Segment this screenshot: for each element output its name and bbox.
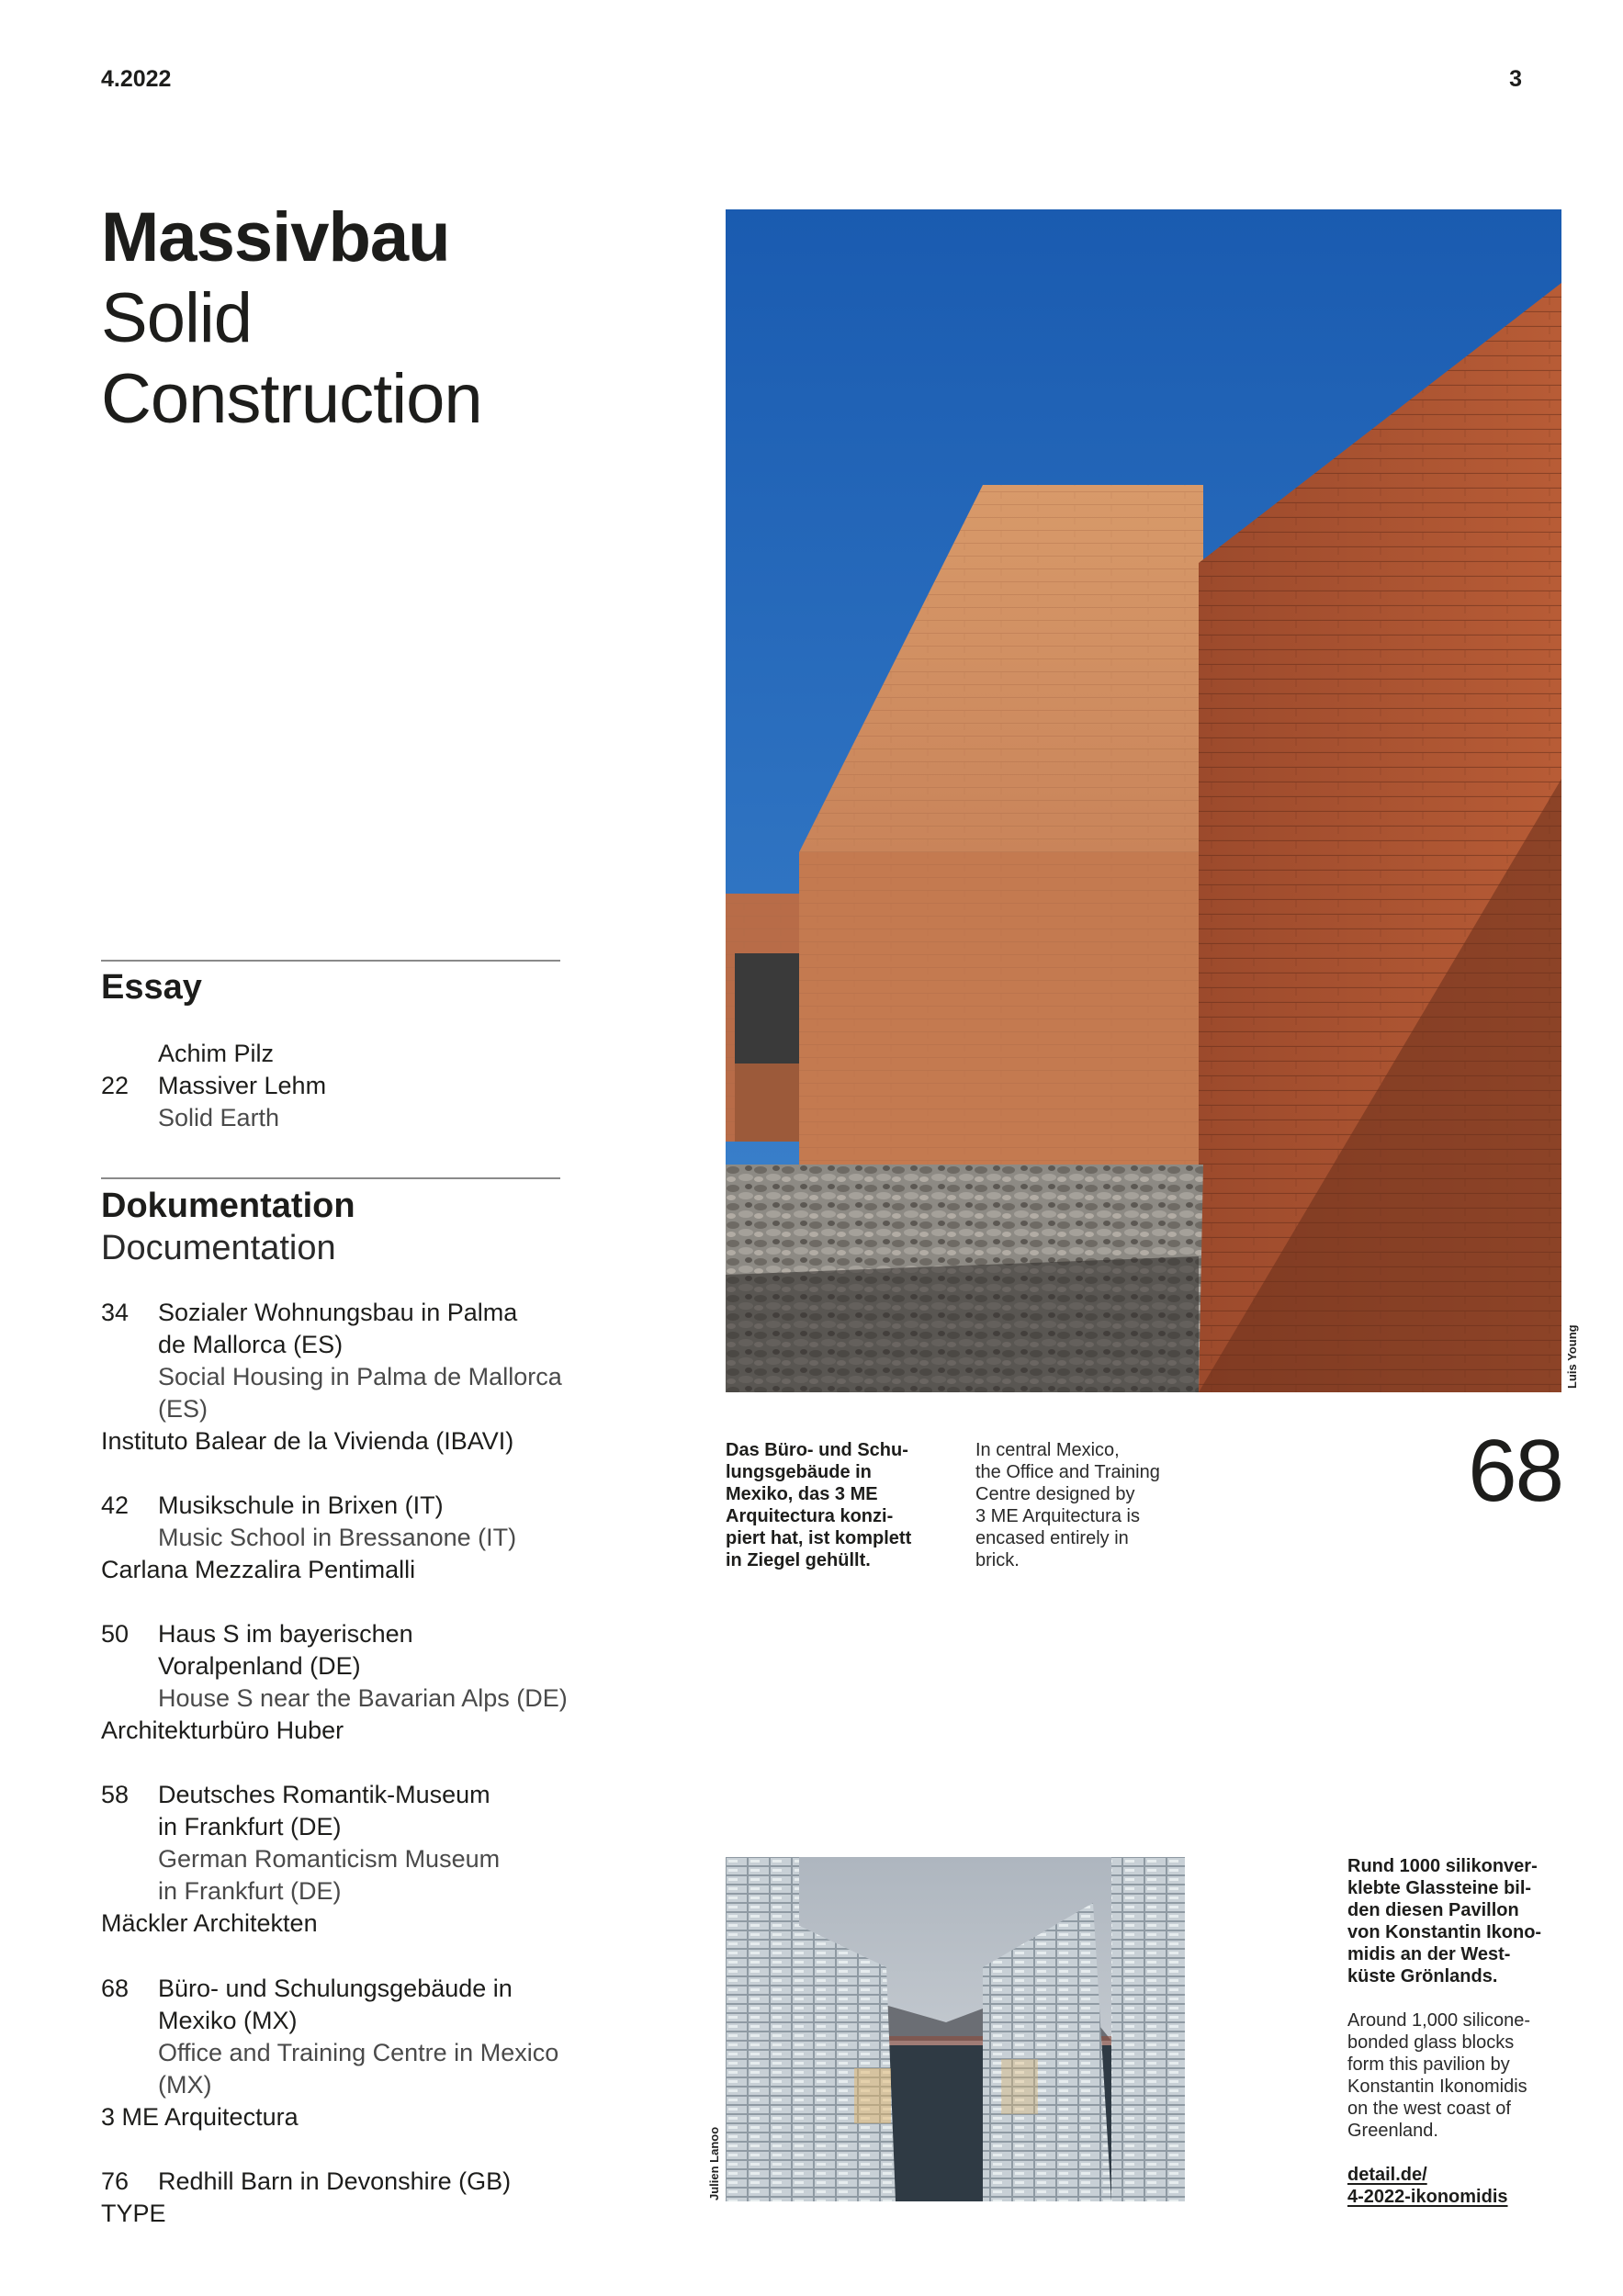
page-title-en [101,278,482,440]
toc-architect: TYPE [101,2200,166,2227]
caption-line: von Konstantin Ikono- [1347,1922,1542,1942]
caption-line: in Ziegel gehüllt. [726,1550,871,1570]
toc-entry-34[interactable] [101,1297,569,1458]
toc-architect: Instituto Balear de la Vivienda (IBAVI) [101,1427,514,1455]
essay-entry[interactable] [101,1038,569,1134]
caption-line: klebte Glassteine bil- [1347,1878,1532,1898]
toc-page-number: 58 [101,1781,130,1808]
toc-title-en: Social Housing in Palma de Mallorca [158,1363,562,1390]
caption-line: on the west coast of [1347,2099,1511,2119]
main-caption-de [726,1439,946,1571]
toc-title-de-cont: Voralpenland (DE) [158,1652,361,1680]
pavilion-photo [726,1857,1185,2201]
toc-title-en: Office and Training Centre in Mexico [158,2039,559,2066]
toc-page-number: 34 [101,1299,130,1326]
caption-line: In central Mexico, [975,1440,1120,1460]
documentation-heading-de: Dokumentation [101,1187,355,1225]
caption-line: Centre designed by [975,1484,1135,1504]
toc-page-number: 68 [101,1975,130,2002]
toc-architect: Mäckler Architekten [101,1909,318,1937]
toc-title-de: Büro- und Schulungsgebäude in [158,1975,513,2002]
toc-entry-50[interactable] [101,1618,569,1747]
toc-entry-42[interactable] [101,1490,569,1586]
essay-divider [101,960,560,962]
caption-line: Rund 1000 silikonver- [1347,1856,1538,1876]
title-en-line-2: Construction [101,360,482,438]
caption-line: Mexiko, das 3 ME [726,1484,878,1504]
caption-line: the Office and Training [975,1462,1160,1482]
caption-line: Greenland. [1347,2121,1438,2141]
caption-line: form this pavilion by [1347,2054,1510,2075]
toc-title-de-cont: de Mallorca (ES) [158,1331,344,1358]
toc-architect: Architekturbüro Huber [101,1716,344,1744]
caption-line: Arquitectura konzi- [726,1506,894,1526]
essay-title-en: Solid Earth [158,1104,280,1131]
caption-line: küste Grönlands. [1347,1966,1498,1986]
page-title-de: Massivbau [101,198,450,276]
toc-title-de-cont: Mexiko (MX) [158,2007,298,2034]
title-en-line-1: Solid [101,279,252,357]
toc-title-de: Sozialer Wohnungsbau in Palma [158,1299,518,1326]
detail-link-line-2[interactable]: 4-2022-ikonomidis [1347,2187,1508,2207]
toc-title-de: Redhill Barn in Devonshire (GB) [158,2167,512,2195]
toc-page-number: 76 [101,2167,130,2195]
page-number: 3 [1509,66,1522,92]
main-photo-credit: Luis Young [1565,1324,1579,1389]
caption-line: Konstantin Ikonomidis [1347,2077,1527,2097]
toc-title-en-cont: (MX) [158,2071,212,2099]
documentation-heading-en: Documentation [101,1229,336,1267]
toc-page-number: 42 [101,1491,130,1519]
toc-architect: 3 ME Arquitectura [101,2103,299,2131]
essay-page: 22 [101,1072,130,1099]
toc-title-de: Deutsches Romantik-Museum [158,1781,490,1808]
caption-line: bonded glass blocks [1347,2032,1515,2053]
detail-link-line-1[interactable]: detail.de/ [1347,2165,1427,2185]
issue-date: 4.2022 [101,66,172,92]
caption-line: Around 1,000 silicone- [1347,2010,1531,2031]
toc-title-en: Music School in Bressanone (IT) [158,1524,517,1551]
caption-line: piert hat, ist komplett [726,1528,912,1548]
toc-title-de-cont: in Frankfurt (DE) [158,1813,342,1840]
caption-line: brick. [975,1550,1020,1570]
main-caption-en [975,1439,1205,1571]
caption-line: encased entirely in [975,1528,1129,1548]
toc-entry-68[interactable] [101,1973,569,2133]
toc-title-en-cont: in Frankfurt (DE) [158,1877,342,1905]
caption-line: lungsgebäude in [726,1462,872,1482]
feature-page-reference[interactable]: 68 [1468,1422,1562,1520]
toc-entry-76[interactable] [101,2166,569,2230]
documentation-heading-group [101,1185,355,1269]
caption-line: Das Büro- und Schu- [726,1440,908,1460]
toc-title-en: House S near the Bavarian Alps (DE) [158,1684,568,1712]
toc-page-number: 50 [101,1620,130,1648]
essay-author: Achim Pilz [158,1040,275,1067]
toc-title-de: Haus S im bayerischen [158,1620,413,1648]
caption-line: 3 ME Arquitectura is [975,1506,1140,1526]
documentation-divider [101,1177,560,1179]
toc-title-en: German Romanticism Museum [158,1845,501,1873]
essay-title-de: Massiver Lehm [158,1072,327,1099]
essay-heading: Essay [101,968,202,1007]
pavilion-caption [1347,1855,1568,2208]
caption-line: den diesen Pavillon [1347,1900,1519,1920]
toc-entry-58[interactable] [101,1779,569,1940]
toc-title-en-cont: (ES) [158,1395,208,1423]
pavilion-photo-credit: Julien Lanoo [707,2126,721,2200]
toc-architect: Carlana Mezzalira Pentimalli [101,1556,416,1583]
main-photo [726,209,1561,1392]
toc-title-de: Musikschule in Brixen (IT) [158,1491,444,1519]
caption-line: midis an der West- [1347,1944,1511,1964]
